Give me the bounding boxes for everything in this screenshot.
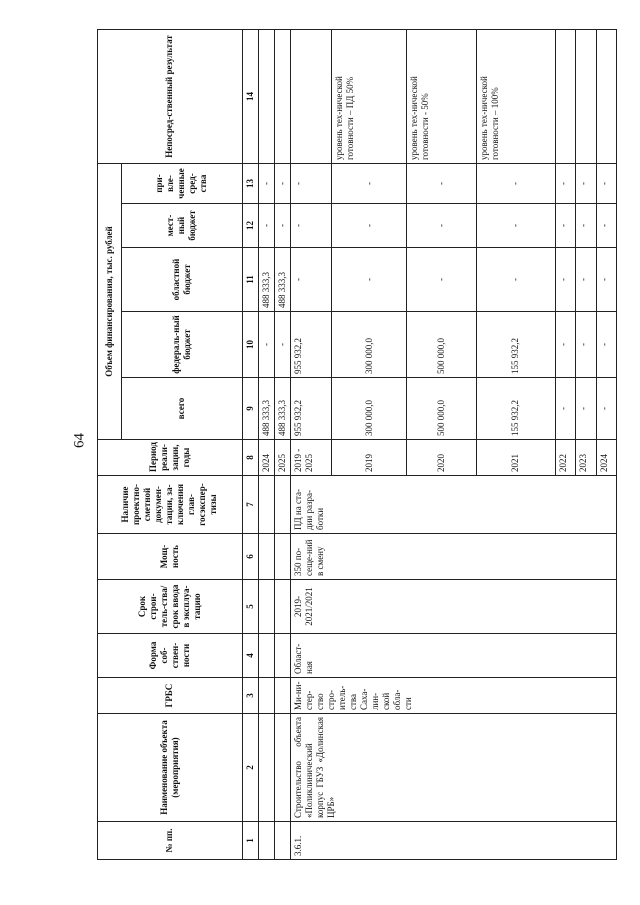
column-number-row xyxy=(242,29,258,859)
cell-year: 2025 xyxy=(275,440,291,476)
cell-attracted: - xyxy=(576,163,596,203)
header-regional: областной бюджет xyxy=(122,248,242,312)
cell-result: уровень тех-нической готовности – 100% xyxy=(476,29,555,163)
col-number: 12 xyxy=(242,204,258,248)
cell-attracted: - xyxy=(407,163,476,203)
table-row xyxy=(275,29,291,859)
col-number: 14 xyxy=(242,29,258,163)
cell-total: 955 932,2 xyxy=(291,378,332,440)
header-total: всего xyxy=(122,378,242,440)
cell-item-name: Строительство объекта «Поликлинический корпус ГБУЗ «Долинская ЦРБ» xyxy=(291,714,617,822)
col-number: 2 xyxy=(242,714,258,822)
table-row xyxy=(258,29,274,859)
cell-federal: - xyxy=(258,312,274,378)
cell-regional: - xyxy=(291,248,332,312)
header-power: Мощ-ность xyxy=(98,534,243,580)
cell-regional: - xyxy=(576,248,596,312)
cell-regional: - xyxy=(407,248,476,312)
cell-attracted: - xyxy=(275,163,291,203)
header-form: Форма соб-ствен-ности xyxy=(98,634,243,678)
cell-federal: - xyxy=(275,312,291,378)
col-number: 8 xyxy=(242,440,258,476)
cell-federal: 155 932,2 xyxy=(476,312,555,378)
col-number: 11 xyxy=(242,248,258,312)
cell-federal: - xyxy=(576,312,596,378)
cell-total: - xyxy=(596,378,616,440)
cell-item-form: Област-ная xyxy=(291,634,617,678)
header-federal: федераль-ный бюджет xyxy=(122,312,242,378)
cell-total: 300 000,0 xyxy=(332,378,407,440)
cell-result: уровень тех-нической готовности – ПД 50% xyxy=(332,29,407,163)
cell-item-grbs: Ми-ни-стер-ство стро-итель-ства Саха-лин-ской обла-сти xyxy=(291,678,617,714)
col-number: 13 xyxy=(242,163,258,203)
cell-year: 2023 xyxy=(576,440,596,476)
cell-total: 155 932,2 xyxy=(476,378,555,440)
cell-regional: - xyxy=(596,248,616,312)
cell-federal: - xyxy=(596,312,616,378)
col-number: 10 xyxy=(242,312,258,378)
cell-result xyxy=(576,29,596,163)
cell-year: 2024 xyxy=(596,440,616,476)
header-result: Непосред-ственный результат xyxy=(98,29,243,163)
cell-attracted: - xyxy=(476,163,555,203)
cell-federal: - xyxy=(555,312,575,378)
cell-regional: - xyxy=(555,248,575,312)
cell-federal: 500 000,0 xyxy=(407,312,476,378)
cell-year: 2019 xyxy=(332,440,407,476)
cell-attracted: - xyxy=(596,163,616,203)
cell-regional: - xyxy=(476,248,555,312)
cell-local: - xyxy=(576,204,596,248)
cell-attracted: - xyxy=(258,163,274,203)
cell-total: 488 333,3 xyxy=(275,378,291,440)
cell-attracted: - xyxy=(332,163,407,203)
cell-regional: - xyxy=(332,248,407,312)
col-number: 9 xyxy=(242,378,258,440)
cell-year: 2020 xyxy=(407,440,476,476)
cell-local: - xyxy=(555,204,575,248)
cell-regional: 488 333,3 xyxy=(275,248,291,312)
header-local: мест-ный бюджет xyxy=(122,204,242,248)
header-funding: Объем финансирования, тыс. рублей xyxy=(98,163,122,439)
table-row xyxy=(291,29,332,859)
cell-local: - xyxy=(596,204,616,248)
header-grbs: ГРБС xyxy=(98,678,243,714)
header-attracted: при-вле-ченные сред-ства xyxy=(122,163,242,203)
cell-year: 2024 xyxy=(258,440,274,476)
cell-year: 2019 - 2025 xyxy=(291,440,332,476)
cell-local: - xyxy=(275,204,291,248)
cell-result xyxy=(291,29,332,163)
cell-result xyxy=(555,29,575,163)
cell-item-power: 350 по-сеще-ний в смену xyxy=(291,534,617,580)
cell-regional: 488 333,3 xyxy=(258,248,274,312)
cell-local: - xyxy=(476,204,555,248)
cell-local: - xyxy=(291,204,332,248)
cell-attracted: - xyxy=(555,163,575,203)
cell-item-docs: ПД на ста-дии разра-ботки xyxy=(291,476,617,534)
cell-federal: 300 000,0 xyxy=(332,312,407,378)
cell-local: - xyxy=(258,204,274,248)
cell-item-term: 2019-2021/2021 xyxy=(291,580,617,634)
cell-item-num: 3.6.1. xyxy=(291,822,617,860)
cell-federal: 955 932,2 xyxy=(291,312,332,378)
col-number: 3 xyxy=(242,678,258,714)
funding-table xyxy=(97,29,617,860)
rotated-table-container xyxy=(97,30,617,860)
cell-total: - xyxy=(576,378,596,440)
cell-year: 2022 xyxy=(555,440,575,476)
header-term: Срок строи-тель-ства/срок ввода в эксплуа-тацию xyxy=(98,580,243,634)
cell-local: - xyxy=(407,204,476,248)
header-num: № пп. xyxy=(98,822,243,860)
cell-result xyxy=(275,29,291,163)
col-number: 7 xyxy=(242,476,258,534)
cell-total: 488 333,3 xyxy=(258,378,274,440)
cell-local: - xyxy=(332,204,407,248)
cell-total: 500 000,0 xyxy=(407,378,476,440)
cell-year: 2021 xyxy=(476,440,555,476)
cell-attracted: - xyxy=(291,163,332,203)
cell-result xyxy=(258,29,274,163)
col-number: 5 xyxy=(242,580,258,634)
col-number: 1 xyxy=(242,822,258,860)
cell-result: уровень тех-нической готовности - 50% xyxy=(407,29,476,163)
header-docs: Наличие проектно-сметной докумен-тации, за-ключения глав-госэкспер-тизы xyxy=(98,476,243,534)
header-period: Период реали-зации, годы xyxy=(98,440,243,476)
cell-total: - xyxy=(555,378,575,440)
col-number: 4 xyxy=(242,634,258,678)
header-name: Наименование объекта (мероприятия) xyxy=(98,714,243,822)
cell-result xyxy=(596,29,616,163)
page-number: 64 xyxy=(71,433,88,448)
col-number: 6 xyxy=(242,534,258,580)
